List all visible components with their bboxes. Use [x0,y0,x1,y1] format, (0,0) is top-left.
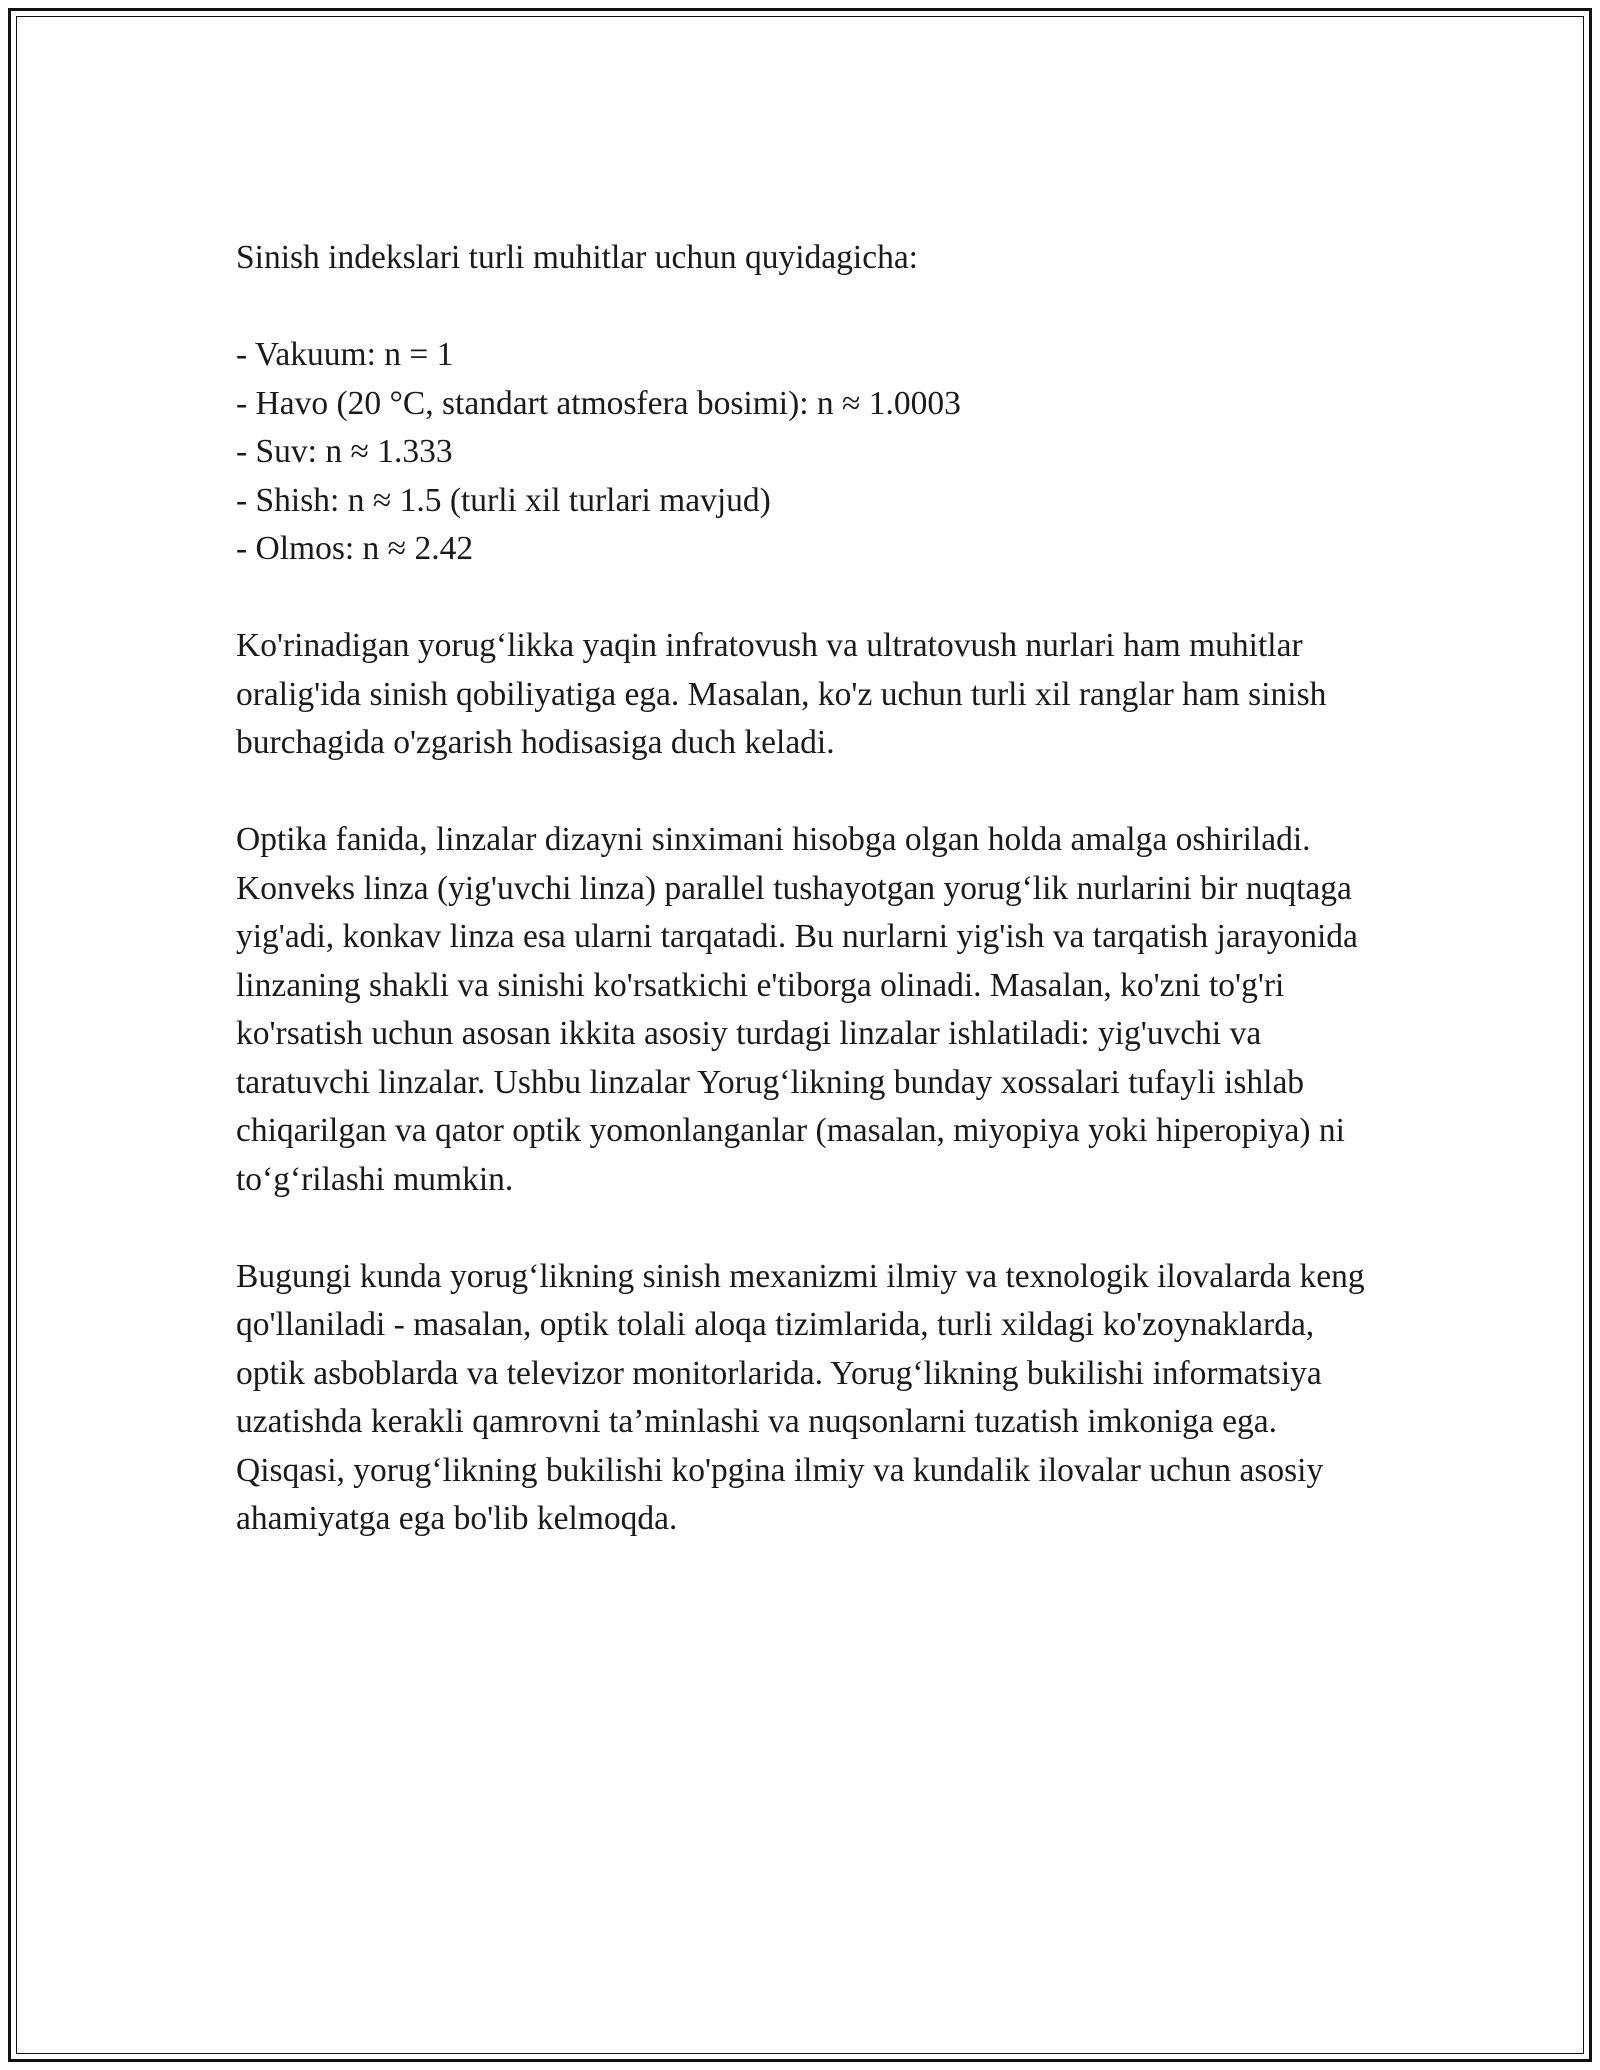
list-item: - Havo (20 °C, standart atmosfera bosimi): n ≈ 1.0003 [236,384,961,422]
paragraph-lenses: Optika fanida, linzalar dizayni sinximani hisobga olgan holda amalga oshiriladi. Konveks linza (yig'uvchi linza) parallel tushayotgan yorug‘lik nurlarini bir nuqtaga yig'adi, konkav linza esa ularni tarqatadi. Bu nurlarni yig'ish va tarqatish jarayonida linzaning shakli va sinishi ko'rsatkichi e'tiborga olinadi. Masalan, ko'zni to'g'ri ko'rsatish uchun asosan ikkita asosiy turdagi linzalar ishlatiladi: yig'uvchi va taratuvchi linzalar. Ushbu linzalar Yorug‘likning bunday xossalari tufayli ishlab chiqarilgan va qator optik yomonlanganlar (masalan, miyopiya yoki hiperopiya) ni to‘g‘rilashi mumkin. [236,821,1358,1198]
document-body [236,234,1366,1592]
paragraph-infrared-ultraviolet: Ko'rinadigan yorug‘likka yaqin infratovush va ultratovush nurlari ham muhitlar oralig'ida sinish qobiliyatiga ega. Masalan, ko'z uchun turli xil ranglar ham sinish burchagida o'zgarish hodisasiga duch keladi. [236,627,1327,761]
refractive-index-list [236,331,1366,574]
intro-paragraph: Sinish indekslari turli muhitlar uchun quyidagicha: [236,239,918,276]
paragraph-applications: Bugungi kunda yorug‘likning sinish mexanizmi ilmiy va texnologik ilovalarda keng qo'llaniladi - masalan, optik tolali aloqa tizimlarida, turli xildagi ko'zoynaklarda, optik asboblarda va televizor monitorlarida. Yorug‘likning bukilishi informatsiya uzatishda kerakli qamrovni ta’minlashi va nuqsonlarni tuzatish imkoniga ega. Qisqasi, yorug‘likning bukilishi ko'pgina ilmiy va kundalik ilovalar uchun asosiy ahamiyatga ega bo'lib kelmoqda. [236,1257,1365,1537]
list-item: - Olmos: n ≈ 2.42 [236,530,474,567]
list-item: - Suv: n ≈ 1.333 [236,433,453,470]
list-item: - Vakuum: n = 1 [236,336,454,373]
list-item: - Shish: n ≈ 1.5 (turli xil turlari mavjud) [236,481,771,519]
